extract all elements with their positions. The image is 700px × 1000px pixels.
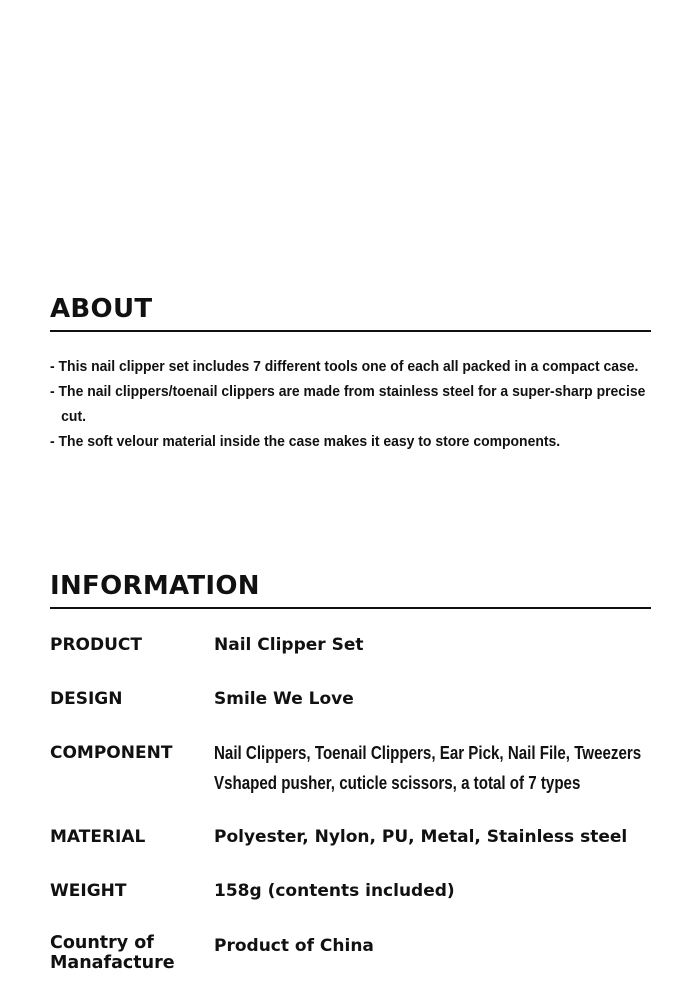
info-label-product: PRODUCT [50, 635, 142, 655]
about-heading: ABOUT [50, 294, 153, 324]
country-label-line: Country of [50, 933, 154, 953]
component-line: Nail Clippers, Toenail Clippers, Ear Pick, Nail File, Tweezers [214, 743, 642, 763]
about-item: - This nail clipper set includes 7 different tools one of each all packed in a compact case. [50, 354, 655, 379]
info-label-material: MATERIAL [50, 827, 146, 847]
component-line: Vshaped pusher, cuticle scissors, a total of 7 types [214, 773, 581, 793]
information-divider [50, 607, 651, 609]
information-section [50, 571, 651, 973]
about-section [50, 294, 651, 454]
info-label-country [50, 933, 210, 973]
about-divider [50, 330, 651, 332]
about-item: - The soft velour material inside the case makes it easy to store components. [50, 429, 655, 454]
info-value-component [214, 738, 651, 798]
about-item: - The nail clippers/toenail clippers are made from stainless steel for a super-sharp precise cut. [50, 379, 655, 429]
info-value-country: Product of China [214, 936, 374, 956]
info-value-material: Polyester, Nylon, PU, Metal, Stainless steel [214, 827, 628, 847]
about-list [50, 354, 655, 454]
country-label-line: Manafacture [50, 953, 175, 973]
information-heading: INFORMATION [50, 571, 260, 601]
info-value-weight: 158g (contents included) [214, 881, 455, 901]
info-label-weight: WEIGHT [50, 881, 127, 901]
info-label-component: COMPONENT [50, 743, 173, 763]
info-value-product: Nail Clipper Set [214, 635, 364, 655]
info-label-design: DESIGN [50, 689, 123, 709]
info-value-design: Smile We Love [214, 689, 354, 709]
